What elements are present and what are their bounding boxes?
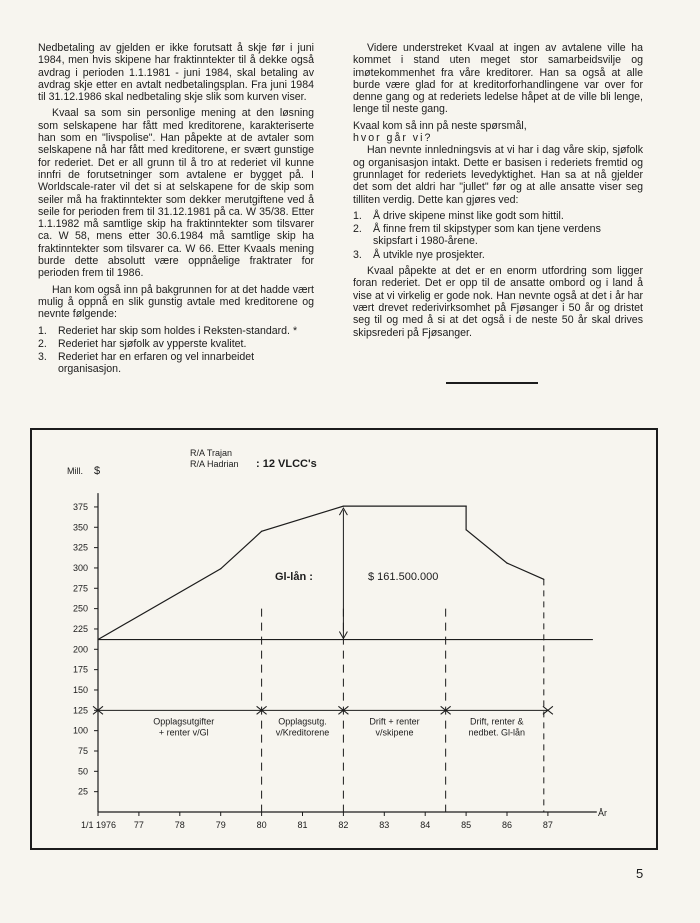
period-label-line2: nedbet. Gl-lån (468, 727, 526, 738)
period-label-line1: Drift, renter & (470, 716, 524, 727)
list-number: 1. (353, 209, 362, 222)
y-tick-label: 125 (72, 705, 88, 716)
paragraph: Kvaal kom så inn på neste spørsmål, (353, 119, 527, 132)
y-tick-label: 50 (77, 766, 88, 777)
period-label-line1: Opplagsutgifter (153, 716, 215, 727)
paragraph: Nedbetaling av gjelden er ikke forutsatt å skje før i juni 1984, men hvis skipene har fraktinntekter til å dekke også avdrag i perioden 1.1.1981 - juni 1984, skal betaling av avdrag skje etter en avtalt nedbetalingsplan. Fra juni 1984 til 31.12.1986 skal nedbetaling skje slik som kurven viser. (38, 42, 314, 104)
list-number: 3. (353, 248, 362, 261)
list-text: Å finne frem til skipstyper som kan tjene verdens skipsfart i 1980-årene. (373, 223, 601, 248)
list-number: 2. (353, 223, 362, 236)
ships-count: : 12 VLCC's (256, 458, 317, 470)
x-tick-label: 86 (501, 820, 513, 830)
list-number: 1. (38, 324, 47, 337)
y-tick-label: 350 (72, 522, 88, 533)
y-tick-label: 375 (72, 501, 88, 512)
y-tick-label: 325 (72, 542, 88, 553)
y-tick-label: 100 (72, 725, 88, 736)
x-tick-label: 80 (256, 820, 267, 830)
y-axis-currency: $ (94, 465, 101, 477)
reasons-list (38, 325, 314, 376)
paragraph: Han kom også inn på bakgrunnen for at det hadde vært mulig å oppnå en slik gunstig avtale med kreditorene og nevnte følgende: (38, 283, 314, 321)
period-label-line1: Opplagsutg. (278, 716, 327, 727)
list-text: Å drive skipene minst like godt som hittil. (373, 209, 564, 222)
debt-amount: $ 161.500.000 (368, 571, 439, 583)
y-tick-label: 150 (72, 684, 88, 695)
x-tick-label: 1/1 1976 (80, 820, 116, 830)
paragraph: Videre understreket Kvaal at ingen av avtalene ville ha kommet i stand uten meget stor samarbeidsvilje og imøtekommenhet fra våre kreditorer. Han sa også at alle burde være glad for at kreditorforhandlingene var over for denne gang og at rederiets ledelse håpet at de ville bli lenge, lenge til neste gang. (353, 42, 643, 116)
list-text: Å utvikle nye prosjekter. (373, 248, 485, 261)
y-tick-label: 200 (72, 644, 88, 655)
x-tick-label: 87 (542, 820, 553, 830)
list-item (38, 338, 314, 350)
x-tick-label: 78 (174, 820, 185, 830)
left-column (38, 42, 314, 380)
paragraph: Kvaal påpekte at det er en enorm utfordring som ligger foran rederiet. Det er opp til de ansatte ombord og i land å vise at vi virkelig er gode nok. Han nevnte også at det i år har vært drevet rederivirksomhet på Fjøsanger i 50 år og dristet seg til og med å si at det også i de neste 50 år skal drives skipsrederi på Fjøsanger. (353, 265, 643, 339)
list-number: 2. (38, 337, 47, 350)
y-tick-label: 250 (72, 603, 88, 614)
actions-list (353, 210, 643, 261)
x-tick-label: 84 (420, 820, 431, 830)
period-label-line1: Drift + renter (369, 716, 420, 727)
list-number: 3. (38, 351, 47, 364)
ships-line-1: R/A Trajan (190, 448, 233, 458)
y-tick-label: 275 (72, 583, 88, 594)
x-tick-label: 85 (461, 820, 472, 830)
paragraph: Han nevnte innledningsvis at vi har i dag våre skip, sjøfolk og organisasjon intakt. Dette er basisen i rederiets fremtid og grunnlaget for rederiets levedyktighet. Han sa at nå gjelder det som det aldri har "jullet" før og at alle ansatte viser seg tilliten verdig. Dette kan gjøres ved: (353, 144, 643, 206)
list-item (38, 351, 314, 376)
page-number: 5 (636, 866, 644, 881)
section-divider (446, 382, 538, 384)
list-item (353, 223, 643, 248)
ships-line-2: R/A Hadrian (190, 459, 239, 469)
paragraph: Kvaal sa som sin personlige mening at den løsning som selskapene har fått med kreditorene, karakteriserte han som en "livspolise". Han påpekte at de avtaler som selskapene nå har fått med kreditorene, er svært gunstige for rederiet. Det er all grunn til å tro at rederiet vil kunne innfri de forutsetninger som avtalene er bygget på. I Worldscale-rater vil det si at selskapene for de skip som seiler må ha fraktinntekter som dekker merutgiftene ved å seile for perioden frem til 31.12.1981 på ca. W 35/38. Etter 1.1.1982 må samtlige skip ha fraktinntekter som tilsvarer ca. W 58, mens etter 30.6.1984 må samtlige skip ha fraktinntekter som tilsvarer ca. W 66. Etter Kvaals mening burde dette absolutt være oppnåelige fraktrater for perioden frem til 1986. (38, 107, 314, 280)
x-tick-label: 79 (215, 820, 226, 830)
list-item (353, 210, 643, 222)
list-item (353, 249, 643, 261)
chart-frame (30, 428, 658, 850)
x-tick-label: 81 (297, 820, 308, 830)
x-tick-label: 82 (338, 820, 349, 830)
y-tick-label: 300 (72, 562, 88, 573)
x-tick-label: 83 (379, 820, 390, 830)
x-tick-label: 77 (133, 820, 144, 830)
y-tick-label: 25 (77, 786, 88, 797)
x-axis-label: År (598, 808, 607, 818)
question-heading: hvor går vi? (353, 132, 433, 145)
period-label-line2: v/skipene (375, 727, 414, 738)
period-label-line2: + renter v/Gl (158, 727, 209, 738)
list-item (38, 325, 314, 337)
y-tick-label: 225 (72, 623, 88, 634)
y-axis-unit: Mill. (67, 466, 83, 476)
list-text: Rederiet har sjøfolk av ypperste kvalitet. (58, 337, 247, 350)
y-tick-label: 175 (72, 664, 88, 675)
debt-label: Gl-lån : (275, 571, 313, 583)
list-text: Rederiet har en erfaren og vel innarbeidet organisasjon. (58, 351, 255, 376)
right-column (353, 42, 643, 343)
y-tick-label: 75 (77, 745, 88, 756)
list-text: Rederiet har skip som holdes i Reksten-standard. * (58, 324, 298, 337)
period-label-line2: v/Kreditorene (275, 727, 330, 738)
